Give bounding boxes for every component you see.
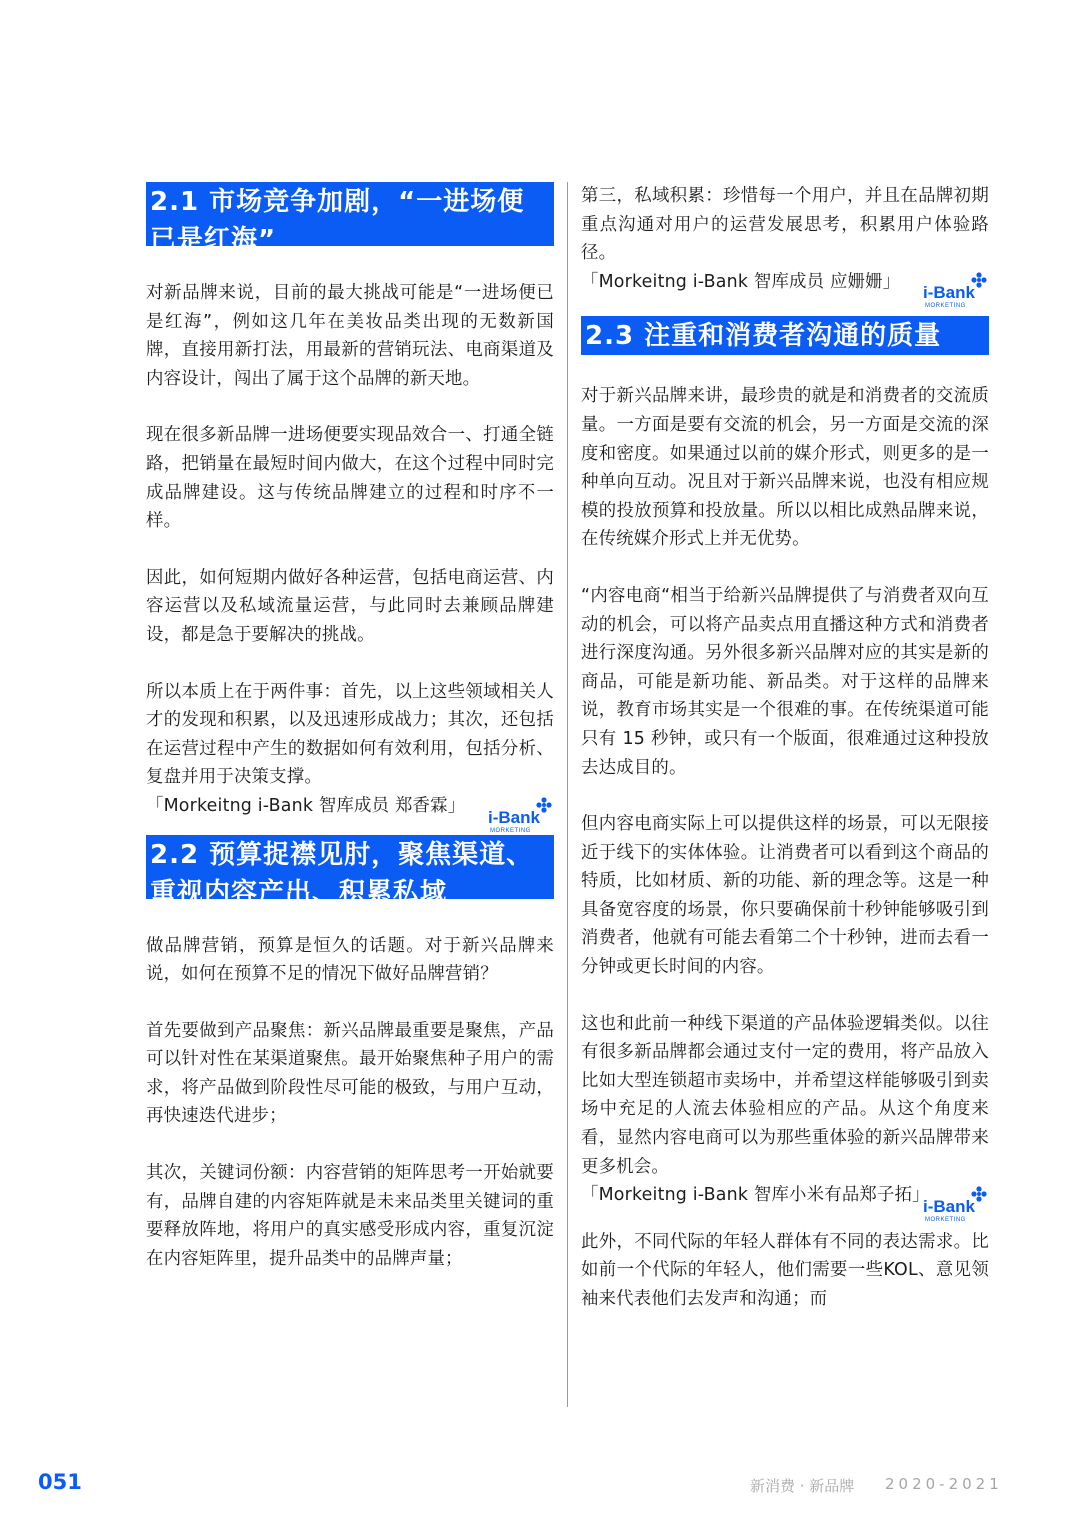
- svg-text:i-Bank: i-Bank: [923, 283, 975, 303]
- section-heading-2-3: 2.3 注重和消费者沟通的质量: [581, 316, 989, 355]
- column-divider: [567, 182, 568, 1407]
- paragraph: 这也和此前一种线下渠道的产品体验逻辑类似。以往有很多新品牌都会通过支付一定的费用，将产品放入比如大型连锁超市卖场中，并希望这样能够吸引到卖场中充足的人流去体验相应的产品。从这个角度来看，显然内容电商可以为那些重体验的新兴品牌带来更多机会。: [581, 1013, 989, 1177]
- paragraph: 此外，不同代际的年轻人群体有不同的表达需求。比如前一个代际的年轻人，他们需要一些KOL、意见领袖来代表他们去发声和沟通；而: [581, 1231, 989, 1309]
- quote-attribution: 「Morkeitng i-Bank 智库小米有品郑子拓」: [581, 1185, 930, 1206]
- paragraph: 其次，关键词份额：内容营销的矩阵思考一开始就要有，品牌自建的内容矩阵就是未来品类里关键词的重要释放阵地，将用户的真实感受形成内容，重复沉淀在内容矩阵里，提升品类中的品牌声量；: [146, 1163, 554, 1269]
- paragraph: 对于新兴品牌来讲，最珍贵的就是和消费者的交流质量。一方面是要有交流的机会，另一方面是交流的深度和密度。如果通过以前的媒介形式，则更多的是一种单向互动。况且对于新兴品牌来说，也没有相应规模的投放预算和投放量。所以以相比成熟品牌来说，在传统媒介形式上并无优势。: [581, 386, 989, 550]
- paragraph: 做品牌营销，预算是恒久的话题。对于新兴品牌来说，如何在预算不足的情况下做好品牌营销？: [146, 935, 554, 985]
- right-column: [581, 182, 989, 1314]
- paragraph: 现在很多新品牌一进场便要实现品效合一、打通全链路，把销量在最短时间内做大，在这个过程中同时完成品牌建设。这与传统品牌建立的过程和时序不一样。: [146, 425, 554, 532]
- svg-text:i-Bank: i-Bank: [923, 1196, 975, 1216]
- svg-text:MORKETING: MORKETING: [490, 827, 531, 834]
- paragraph: 第三，私域积累：珍惜每一个用户，并且在品牌初期重点沟通对用户的运营发展思考，积累用户体验路径。: [581, 186, 989, 264]
- paragraph: 所以本质上在于两件事：首先，以上这些领域相关人才的发现和积累，以及迅速形成战力；其次，还包括在运营过程中产生的数据如何有效利用，包括分析、复盘并用于决策支撑。: [146, 681, 554, 788]
- paragraph: “内容电商“相当于给新兴品牌提供了与消费者双向互动的机会，可以将产品卖点用直播这种方式和消费者进行深度沟通。另外很多新兴品牌对应的其实是新的商品，可能是新功能、新品类。对于这样的品牌来说，教育市场其实是一个很难的事。在传统渠道可能只有 15 秒钟，或只有一个版面，很难通过这种投放去达成目的。: [581, 585, 989, 778]
- footer-year: 2020-2021: [885, 1475, 1003, 1493]
- quote-attribution: 「Morkeitng i-Bank 智库成员 郑香霖」: [146, 795, 466, 816]
- paragraph: 但内容电商实际上可以提供这样的场景，可以无限接近于线下的实体体验。让消费者可以看到这个商品的特质，比如材质、新的功能、新的理念等。这是一种具备宽容度的场景，你只要确保前十秒钟能够吸引到消费者，他就有可能去看第二个十秒钟，进而去看一分钟或更长时间的内容。: [581, 814, 989, 978]
- svg-text:MORKETING: MORKETING: [925, 303, 966, 310]
- ibank-logo-icon: [919, 1184, 989, 1224]
- page-number: 051: [38, 1470, 82, 1494]
- paragraph: 对新品牌来说，目前的最大挑战可能是“一进场便已是红海”，例如这几年在美妆品类出现的无数新国牌，直接用新打法，用最新的营销玩法、电商渠道及内容设计，闯出了属于这个品牌的新天地。: [146, 283, 554, 389]
- paragraph: 首先要做到产品聚焦：新兴品牌最重要是聚焦，产品可以针对性在某渠道聚焦。最开始聚焦种子用户的需求，将产品做到阶段性尽可能的极致，与用户互动，再快速迭代进步；: [146, 1020, 554, 1127]
- section-heading-2-1: 2.1 市场竞争加剧，“一进场便已是红海”: [146, 182, 554, 246]
- section-heading-2-2: 2.2 预算捉襟见肘，聚焦渠道、重视内容产出、积累私域: [146, 835, 554, 899]
- paragraph: 因此，如何短期内做好各种运营，包括电商运营、内容运营以及私域流量运营，与此同时去兼顾品牌建设，都是急于要解决的挑战。: [146, 567, 554, 645]
- ibank-logo-icon: [919, 270, 989, 310]
- footer-publication-label: 新消费 · 新品牌: [750, 1477, 855, 1495]
- ibank-logo-icon: [484, 795, 554, 835]
- svg-text:i-Bank: i-Bank: [488, 807, 540, 827]
- left-column: [146, 182, 554, 1273]
- svg-text:MORKETING: MORKETING: [925, 1216, 966, 1223]
- quote-attribution: 「Morkeitng i-Bank 智库成员 应姗姗」: [581, 271, 901, 292]
